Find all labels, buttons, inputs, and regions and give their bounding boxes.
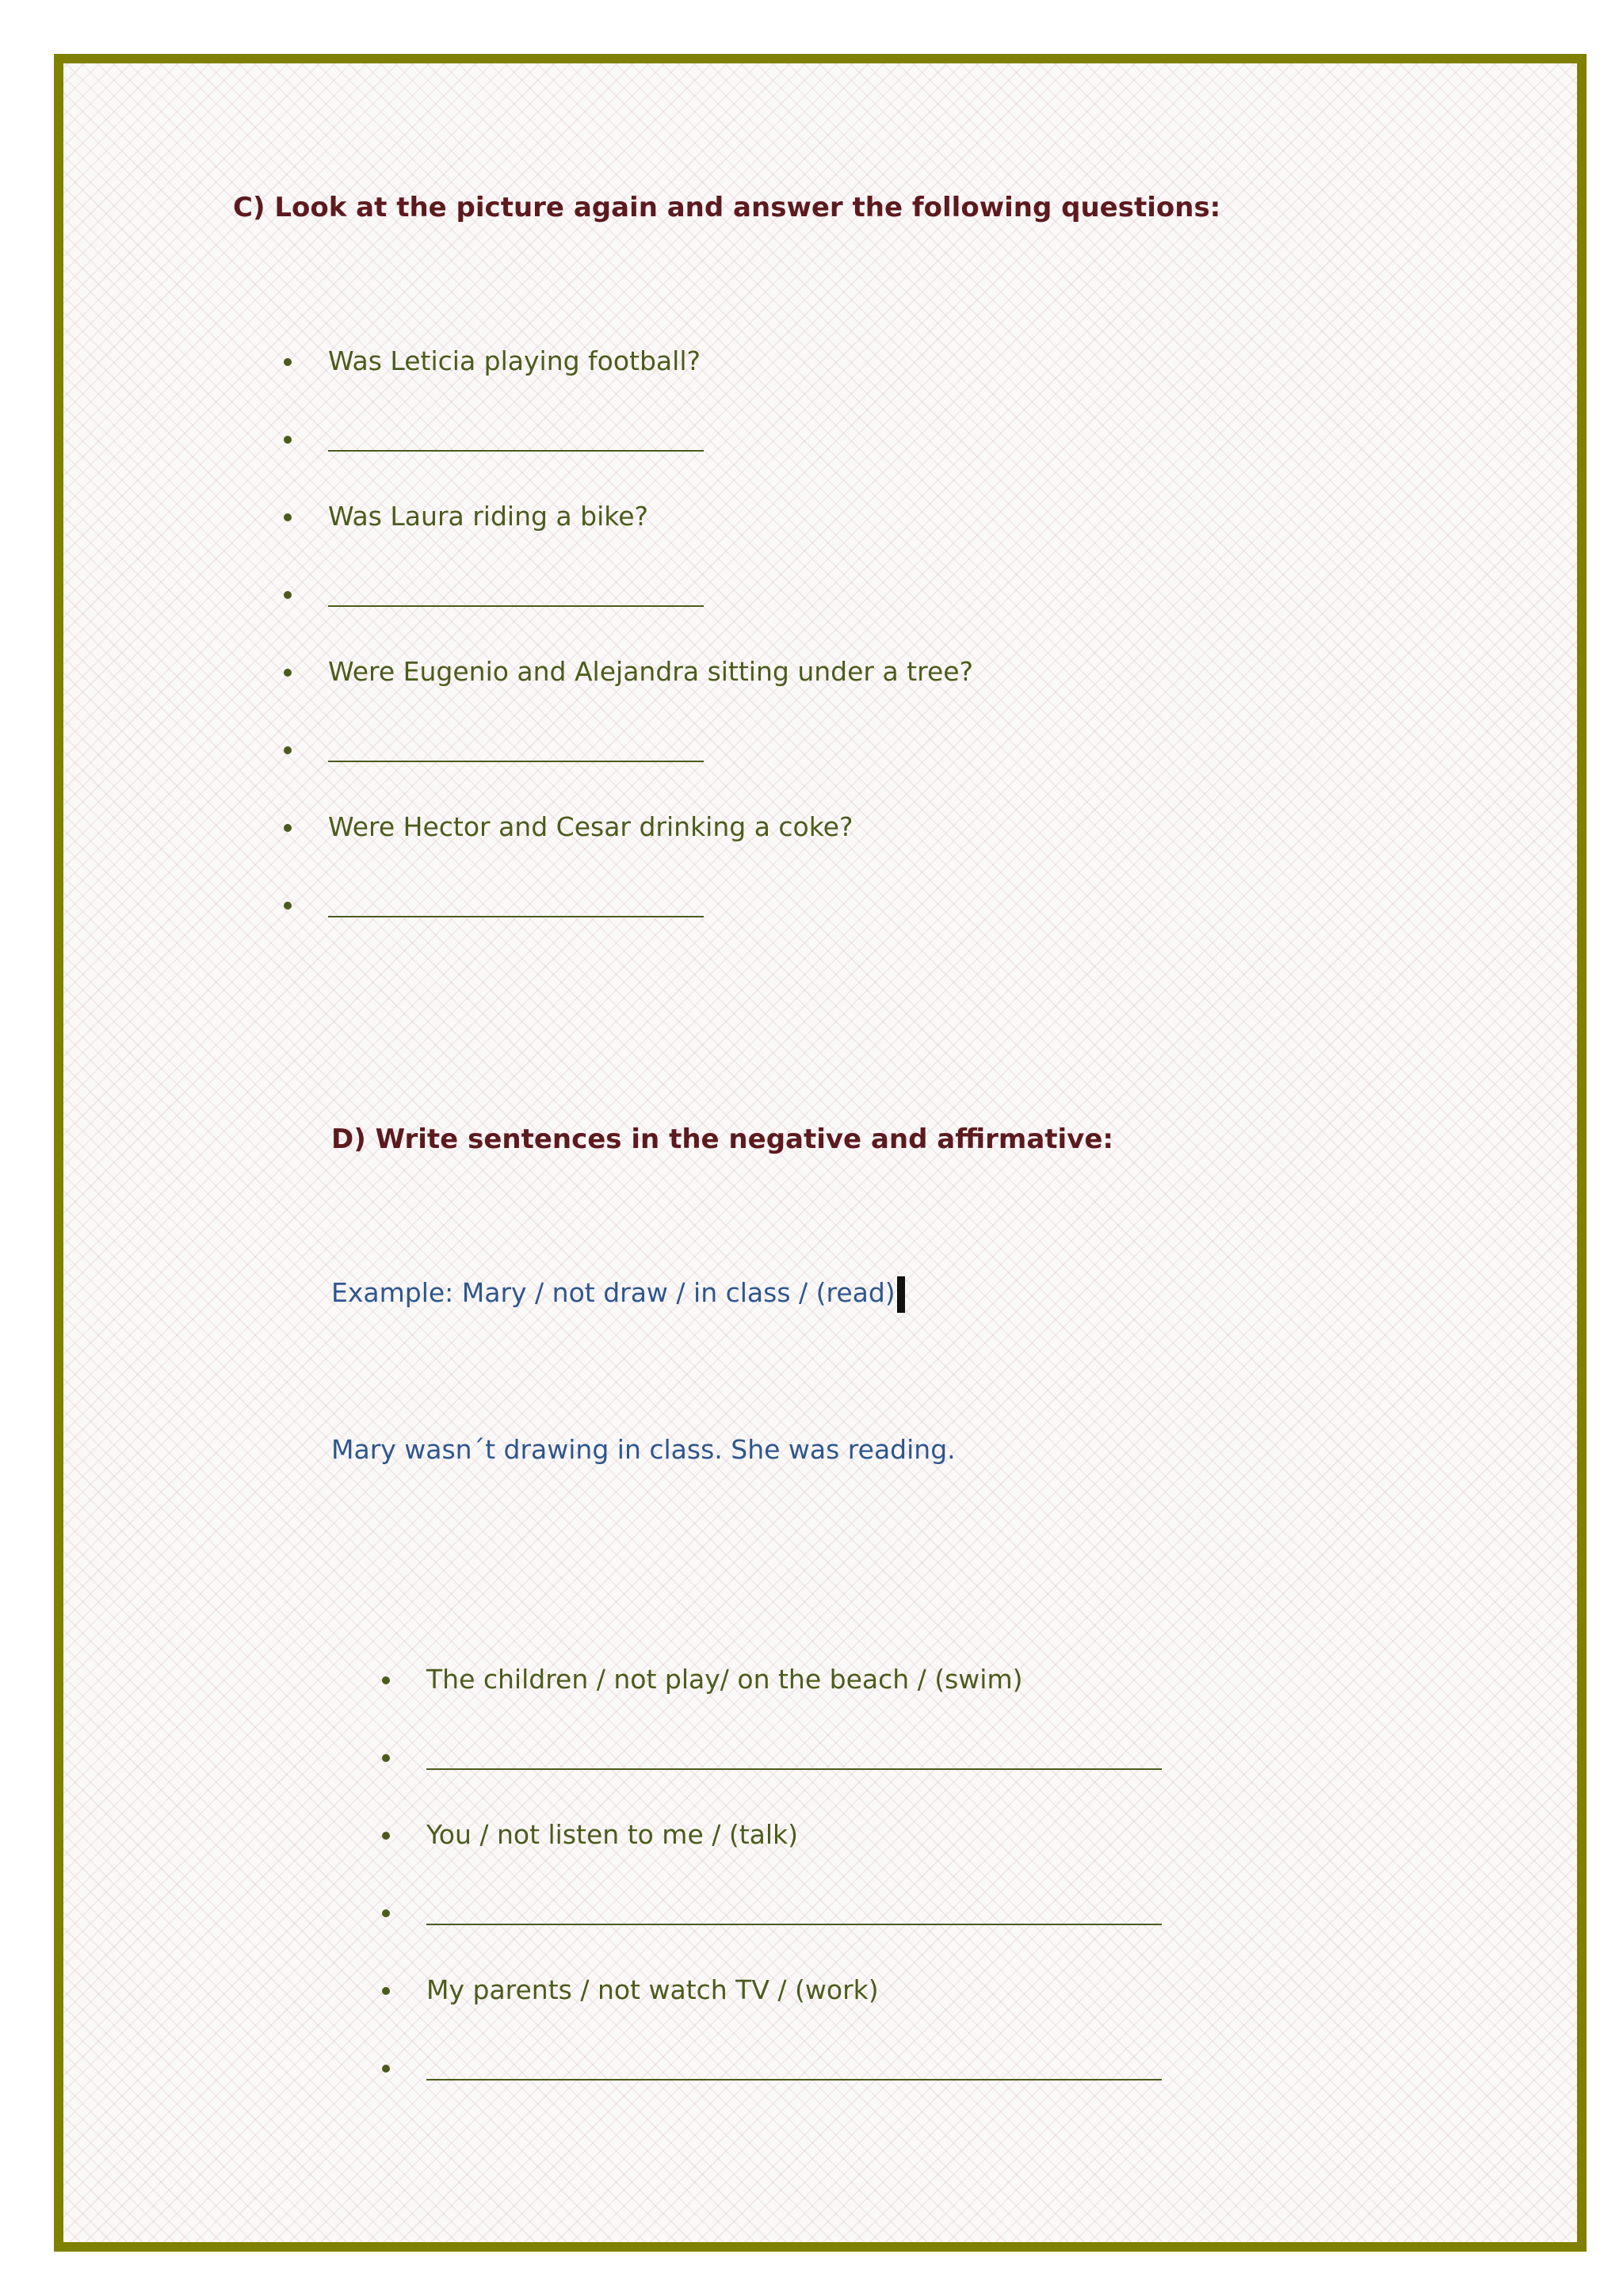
answer-blank[interactable] <box>426 1768 1162 1770</box>
bullet-icon <box>284 669 292 677</box>
bullet-icon <box>382 1909 390 1917</box>
question-text: Was Leticia playing football? <box>328 345 701 376</box>
answer-blank[interactable] <box>328 605 704 607</box>
bullet-icon <box>284 436 292 444</box>
bullet-icon <box>284 902 292 910</box>
text-cursor-icon <box>897 1276 905 1313</box>
question-text: Were Eugenio and Alejandra sitting under a tree? <box>328 656 974 687</box>
bullet-icon <box>382 2065 390 2073</box>
example-answer: Mary wasn´t drawing in class. She was reading. <box>331 1434 956 1465</box>
bullet-icon <box>284 591 292 599</box>
section-d-heading: D) Write sentences in the negative and affirmative: <box>331 1123 1113 1155</box>
section-c-heading: C) Look at the picture again and answer the following questions: <box>233 192 1221 223</box>
bullet-icon <box>284 824 292 832</box>
bullet-icon <box>382 1832 390 1840</box>
answer-blank[interactable] <box>328 761 704 762</box>
bullet-icon <box>382 1987 390 1995</box>
bullet-icon <box>284 746 292 754</box>
bullet-icon <box>382 1754 390 1762</box>
bullet-icon <box>284 358 292 366</box>
question-text: Was Laura riding a bike? <box>328 501 649 532</box>
prompt-text: My parents / not watch TV / (work) <box>426 1974 879 2005</box>
bullet-icon <box>382 1676 390 1684</box>
answer-blank[interactable] <box>328 916 704 917</box>
answer-blank[interactable] <box>426 2079 1162 2081</box>
answer-blank[interactable] <box>328 450 704 452</box>
bullet-icon <box>284 513 292 521</box>
prompt-text: You / not listen to me / (talk) <box>426 1819 799 1850</box>
answer-blank[interactable] <box>426 1924 1162 1925</box>
example-prompt <box>331 1274 905 1313</box>
question-text: Were Hector and Cesar drinking a coke? <box>328 811 854 842</box>
example-prompt-text: Example: Mary / not draw / in class / (read) <box>331 1277 896 1308</box>
prompt-text: The children / not play/ on the beach / (swim) <box>426 1664 1023 1695</box>
